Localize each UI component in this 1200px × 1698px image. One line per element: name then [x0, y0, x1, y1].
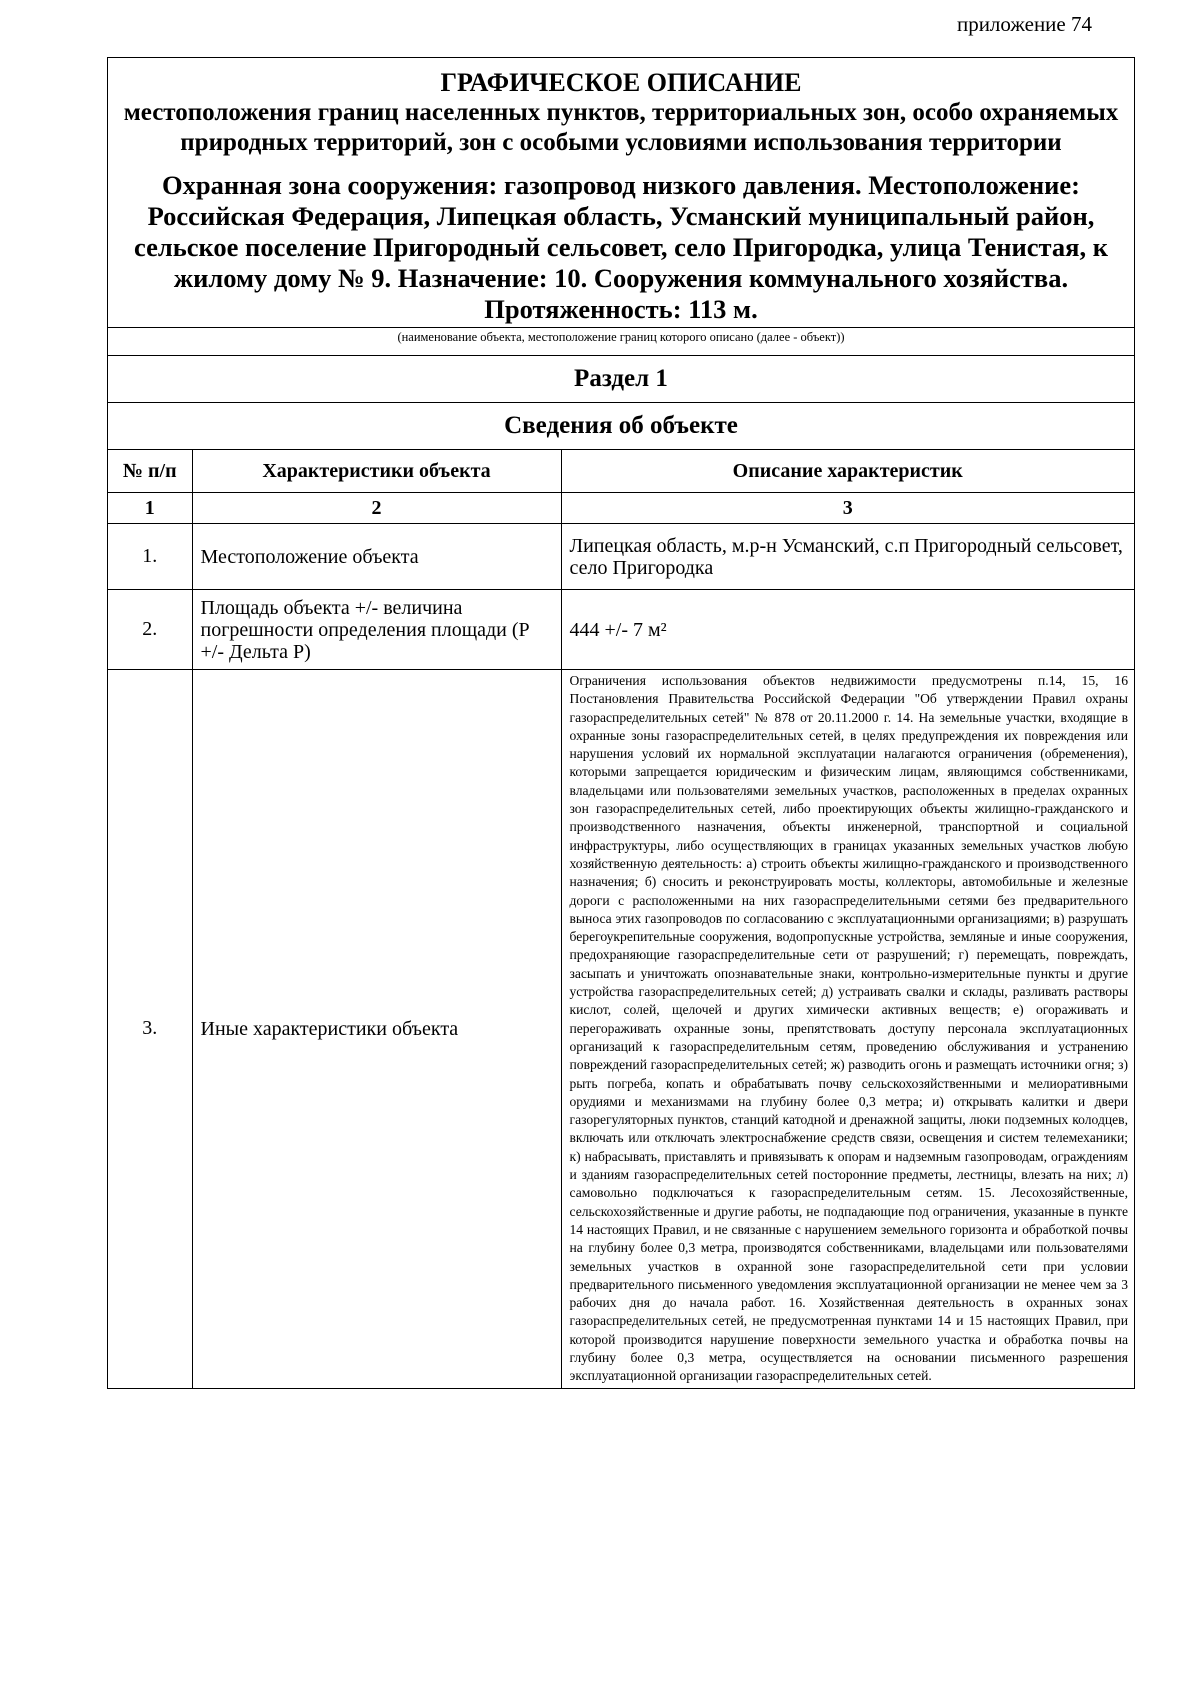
- document-frame: [107, 57, 1135, 1389]
- document-header: [108, 58, 1134, 325]
- appendix-label: приложение 74: [956, 12, 1092, 36]
- object-name-caption: (наименование объекта, местоположение границ которого описано (далее - объект)): [108, 327, 1134, 355]
- row-number: 1.: [108, 524, 192, 590]
- row-number: 3.: [108, 670, 192, 1388]
- row-characteristic: Площадь объекта +/- величина погрешности определения площади (Р +/- Дельта Р): [192, 590, 561, 670]
- table-header-row: [108, 450, 1134, 493]
- table-row: [108, 670, 1134, 1388]
- object-info-table: [108, 449, 1134, 1388]
- header-description: Описание характеристик: [561, 450, 1134, 493]
- column-number: 2: [192, 493, 561, 524]
- table-row: [108, 524, 1134, 590]
- document-title: ГРАФИЧЕСКОЕ ОПИСАНИЕ: [440, 68, 802, 97]
- section-title: Раздел 1: [108, 355, 1134, 402]
- header-characteristic: Характеристики объекта: [192, 450, 561, 493]
- row-description: 444 +/- 7 м²: [561, 590, 1134, 670]
- document-subtitle: местоположения границ населенных пунктов, территориальных зон, особо охраняемых природных территорий, зон с особыми условиями использования территории: [123, 99, 1119, 156]
- row-number: 2.: [108, 590, 192, 670]
- column-number: 3: [561, 493, 1134, 524]
- row-description: Ограничения использования объектов недвижимости предусмотрены п.14, 15, 16 Постановления Правительства Российской Федерации "Об утверждении Правил охраны газораспределительных сетей" № 878 от 20.11.2000 г. 14. На земельные участки, входящие в охранные зоны газораспределительных сетей, в целях предупреждения их повреждения или нарушения условий их нормальной эксплуатации налагаются ограничения (обременения), которыми запрещается юридическим и физическим лицам, являющимся собственниками, владельцами или пользователями земельных участков, расположенных в пределах охранных зон газораспределительных сетей, либо проектирующих объекты жилищно-гражданского и производственного назначения, объекты инженерной, транспортной и социальной инфраструктуры, либо осуществляющих в границах указанных земельных участков любую хозяйственную деятельность: а) строить объекты жилищно-гражданского и производственного назначения; б) сносить и реконструировать мосты, коллекторы, автомобильные и железные дороги с расположенными на них газораспределительными сетями без предварительного выноса этих газопроводов по согласованию с эксплуатационными организациями; в) разрушать берегоукрепительные сооружения, водопропускные устройства, земляные и иные сооружения, предохраняющие газораспределительные сети от разрушений; г) перемещать, повреждать, засыпать и уничтожать опознавательные знаки, контрольно-измерительные пункты и другие устройства газораспределительных сетей; д) устраивать свалки и склады, разливать растворы кислот, солей, щелочей и других химически активных веществ; е) огораживать и перегораживать охранные зоны, препятствовать доступу персонала эксплуатационных организаций к газораспределительным сетям, проведению обслуживания и устранению повреждений газораспределительных сетей; ж) разводить огонь и размещать источники огня; з) рыть погреба, копать и обрабатывать почву сельскохозяйственными и мелиоративными орудиями и механизмами на глубину более 0,3 метра; и) открывать калитки и двери газорегуляторных пунктов, станций катодной и дренажной защиты, люки подземных колодцев, включать или отключать электроснабжение средств связи, освещения и систем телемеханики; к) набрасывать, приставлять и привязывать к опорам и надземным газопроводам, ограждениям и зданиям газораспределительных сетей посторонние предметы, лестницы, влезать на них; л) самовольно подключаться к газораспределительным сетям. 15. Лесохозяйственные, сельскохозяйственные и другие работы, не подпадающие под ограничения, указанные в пункте 14 настоящих Правил, и не связанные с нарушением земельного горизонта и обработкой почвы на глубину более 0,3 метра, производятся собственниками, владельцами или пользователями земельных участков в охранной зоне газораспределительной сети при условии предварительного письменного уведомления эксплуатационной организации не менее чем за 3 рабочих дня до начала работ. 16. Хозяйственная деятельность в охранных зонах газораспределительных сетей, не предусмотренная пунктами 14 и 15 настоящих Правил, при которой производится нарушение поверхности земельного участка и обработка почвы на глубину более 0,3 метра, осуществляется на основании письменного разрешения эксплуатационной организации газораспределительных сетей.: [561, 670, 1134, 1388]
- section-subtitle: Сведения об объекте: [108, 402, 1134, 449]
- column-number: 1: [108, 493, 192, 524]
- table-row: [108, 590, 1134, 670]
- object-name: Охранная зона сооружения: газопровод низкого давления. Местоположение: Российская Федерация, Липецкая область, Усманский муниципальный район, сельское поселение Пригородный сельсовет, село Пригородка, улица Тенистая, к жилому дому № 9. Назначение: 10. Сооружения коммунального хозяйства. Протяженность: 113 м.: [134, 170, 1108, 324]
- header-number: № п/п: [108, 450, 192, 493]
- row-characteristic: Иные характеристики объекта: [192, 670, 561, 1388]
- row-characteristic: Местоположение объекта: [192, 524, 561, 590]
- row-description: Липецкая область, м.р-н Усманский, с.п Пригородный сельсовет, село Пригородка: [561, 524, 1134, 590]
- column-number-row: [108, 493, 1134, 524]
